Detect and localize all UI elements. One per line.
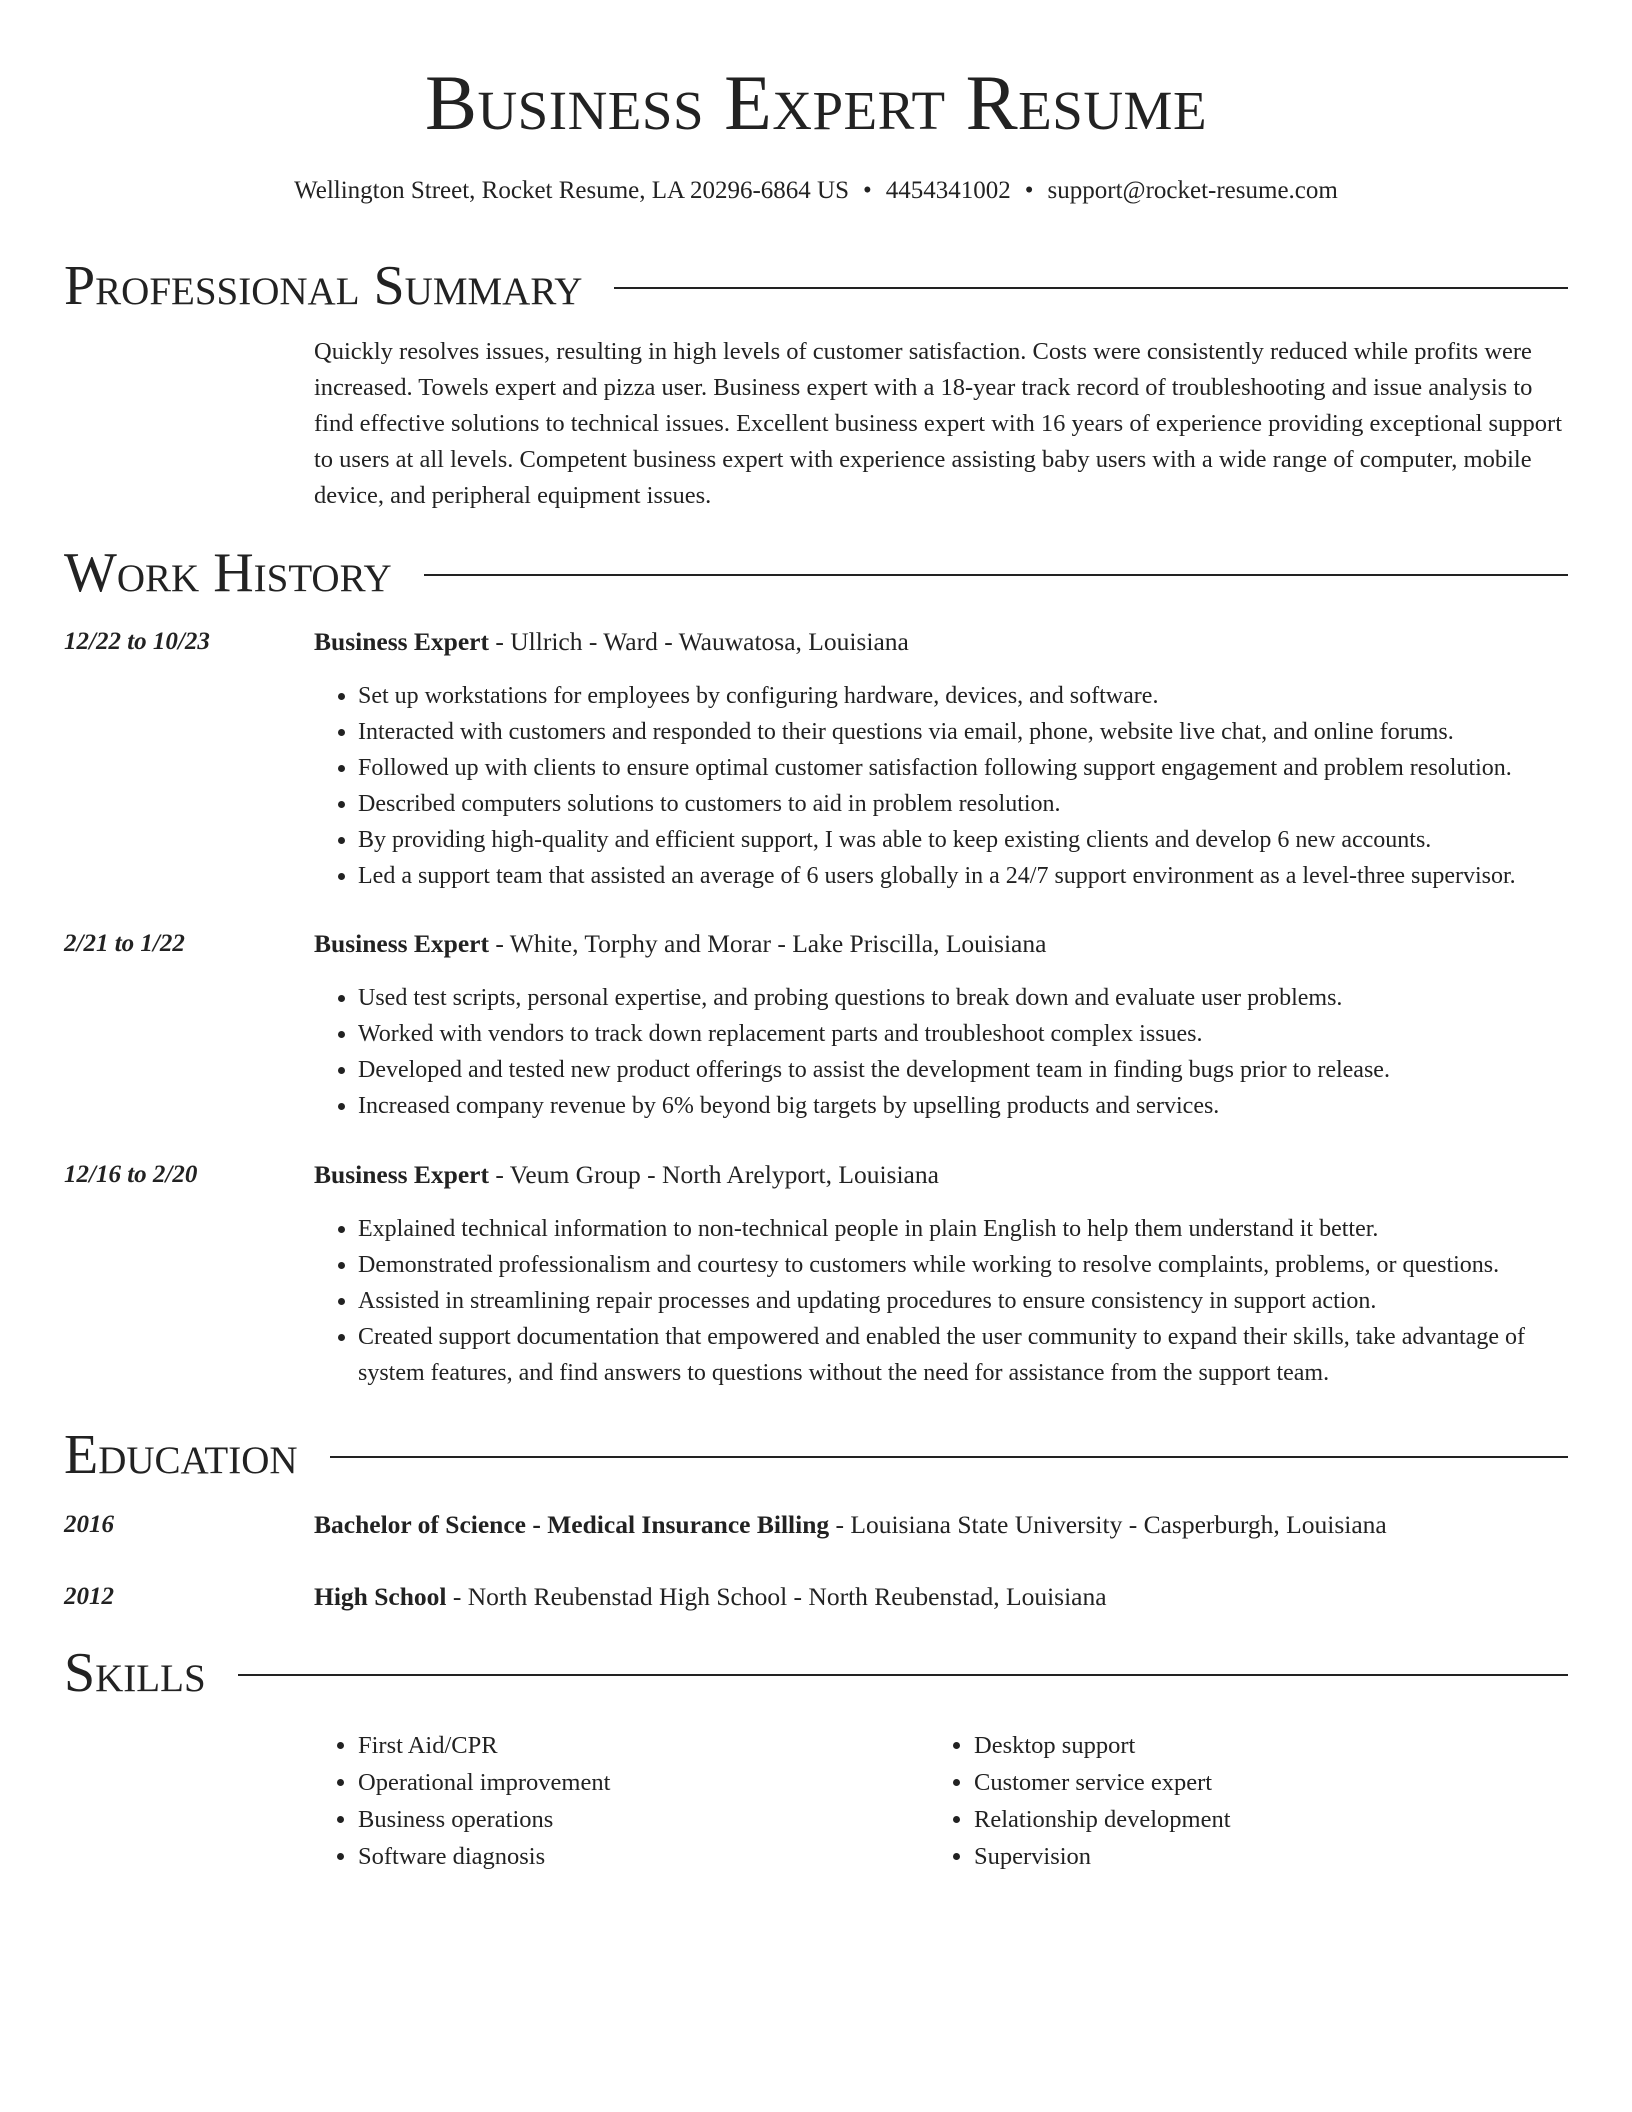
education-year: 2016: [64, 1511, 114, 1538]
list-item: • Developed and tested new product offerings to assist the development team in finding bugs prior to release.: [358, 1052, 1568, 1088]
education-heading: Education: [64, 1424, 298, 1486]
education-entry: [314, 1507, 1568, 1543]
list-item: • Set up workstations for employees by configuring hardware, devices, and software.: [358, 678, 1568, 714]
job-dates: 12/16 to 2/20: [64, 1161, 198, 1188]
contact-email: support@rocket-resume.com: [1047, 177, 1338, 204]
list-item: • Created support documentation that empowered and enabled the user community to expand their skills, take advantage of system features, and find answers to questions without the need for assistance from the support team.: [358, 1319, 1568, 1391]
job-bullets: [314, 980, 1568, 1124]
job-details: - Veum Group - North Arelyport, Louisiana: [489, 1160, 939, 1189]
list-item: • Increased company revenue by 6% beyond big targets by upselling products and services.: [358, 1088, 1568, 1124]
summary-section-header: [64, 253, 1568, 319]
list-item: • Described computers solutions to customers to aid in problem resolution.: [358, 786, 1568, 822]
list-item: • By providing high-quality and efficient support, I was able to keep existing clients and develop 6 new accounts.: [358, 822, 1568, 858]
list-item: • Assisted in streamlining repair processes and updating procedures to ensure consistency in support action.: [358, 1283, 1568, 1319]
job-heading: [314, 1157, 1568, 1193]
education-degree: High School: [314, 1582, 447, 1611]
job-dates: 12/22 to 10/23: [64, 628, 210, 655]
work-section-header: [64, 540, 1568, 606]
job-details: - White, Torphy and Morar - Lake Priscilla, Louisiana: [489, 929, 1047, 958]
summary-heading: Professional Summary: [64, 255, 583, 317]
job-title: Business Expert: [314, 627, 489, 656]
contact-separator: •: [863, 177, 872, 204]
job-title: Business Expert: [314, 929, 489, 958]
section-divider: [330, 1456, 1568, 1458]
skills-section-header: [64, 1640, 1568, 1706]
job-details: - Ullrich - Ward - Wauwatosa, Louisiana: [489, 627, 909, 656]
skills-list-right: [930, 1727, 1530, 1875]
skill-item: • Relationship development: [974, 1801, 1530, 1838]
summary-text: Quickly resolves issues, resulting in high levels of customer satisfaction. Costs were consistently reduced while profits were increased. Towels expert and pizza user. Business expert with a 18-year track record of troubleshooting and issue analysis to find effective solutions to technical issues. Excellent business expert with 16 years of experience providing exceptional support to users at all levels. Competent business expert with experience assisting baby users with a wide range of computer, mobile device, and peripheral equipment issues.: [314, 338, 1563, 509]
education-degree: Bachelor of Science - Medical Insurance Billing: [314, 1510, 830, 1539]
skill-item: • First Aid/CPR: [358, 1727, 914, 1764]
job-bullets: [314, 1211, 1568, 1391]
contact-line: [64, 174, 1568, 208]
work-heading: Work History: [64, 542, 392, 604]
education-section-header: [64, 1422, 1568, 1488]
skill-item: • Desktop support: [974, 1727, 1530, 1764]
job-heading: [314, 624, 1568, 660]
section-divider: [424, 574, 1568, 576]
education-entry: [314, 1579, 1568, 1615]
skill-item: • Customer service expert: [974, 1764, 1530, 1801]
resume-name: Business Expert Resume: [424, 59, 1208, 146]
list-item: • Worked with vendors to track down replacement parts and troubleshoot complex issues.: [358, 1016, 1568, 1052]
skill-item: • Operational improvement: [358, 1764, 914, 1801]
job-heading: [314, 926, 1568, 962]
contact-phone: 4454341002: [885, 177, 1011, 204]
job-title: Business Expert: [314, 1160, 489, 1189]
skills-heading: Skills: [64, 1642, 206, 1704]
list-item: • Explained technical information to non-technical people in plain English to help them understand it better.: [358, 1211, 1568, 1247]
job-dates: 2/21 to 1/22: [64, 930, 185, 957]
list-item: • Interacted with customers and responded to their questions via email, phone, website live chat, and online forums.: [358, 714, 1568, 750]
education-details: - North Reubenstad High School - North Reubenstad, Louisiana: [446, 1582, 1107, 1611]
list-item: • Used test scripts, personal expertise, and probing questions to break down and evaluate user problems.: [358, 980, 1568, 1016]
contact-separator: •: [1024, 177, 1034, 204]
list-item: • Demonstrated professionalism and courtesy to customers while working to resolve complaints, problems, or questions.: [358, 1247, 1568, 1283]
skills-list-left: [314, 1727, 914, 1875]
section-divider: [614, 287, 1568, 289]
list-item: • Led a support team that assisted an average of 6 users globally in a 24/7 support environment as a level-three supervisor.: [358, 858, 1568, 894]
section-divider: [238, 1674, 1568, 1676]
skill-item: • Supervision: [974, 1838, 1530, 1875]
skill-item: • Software diagnosis: [358, 1838, 914, 1875]
list-item: • Followed up with clients to ensure optimal customer satisfaction following support engagement and problem resolution.: [358, 750, 1568, 786]
education-year: 2012: [64, 1583, 114, 1610]
contact-address: Wellington Street, Rocket Resume, LA 20296-6864 US: [294, 177, 850, 204]
education-details: - Louisiana State University - Casperburgh, Louisiana: [829, 1510, 1387, 1539]
job-bullets: [314, 678, 1568, 894]
skill-item: • Business operations: [358, 1801, 914, 1838]
